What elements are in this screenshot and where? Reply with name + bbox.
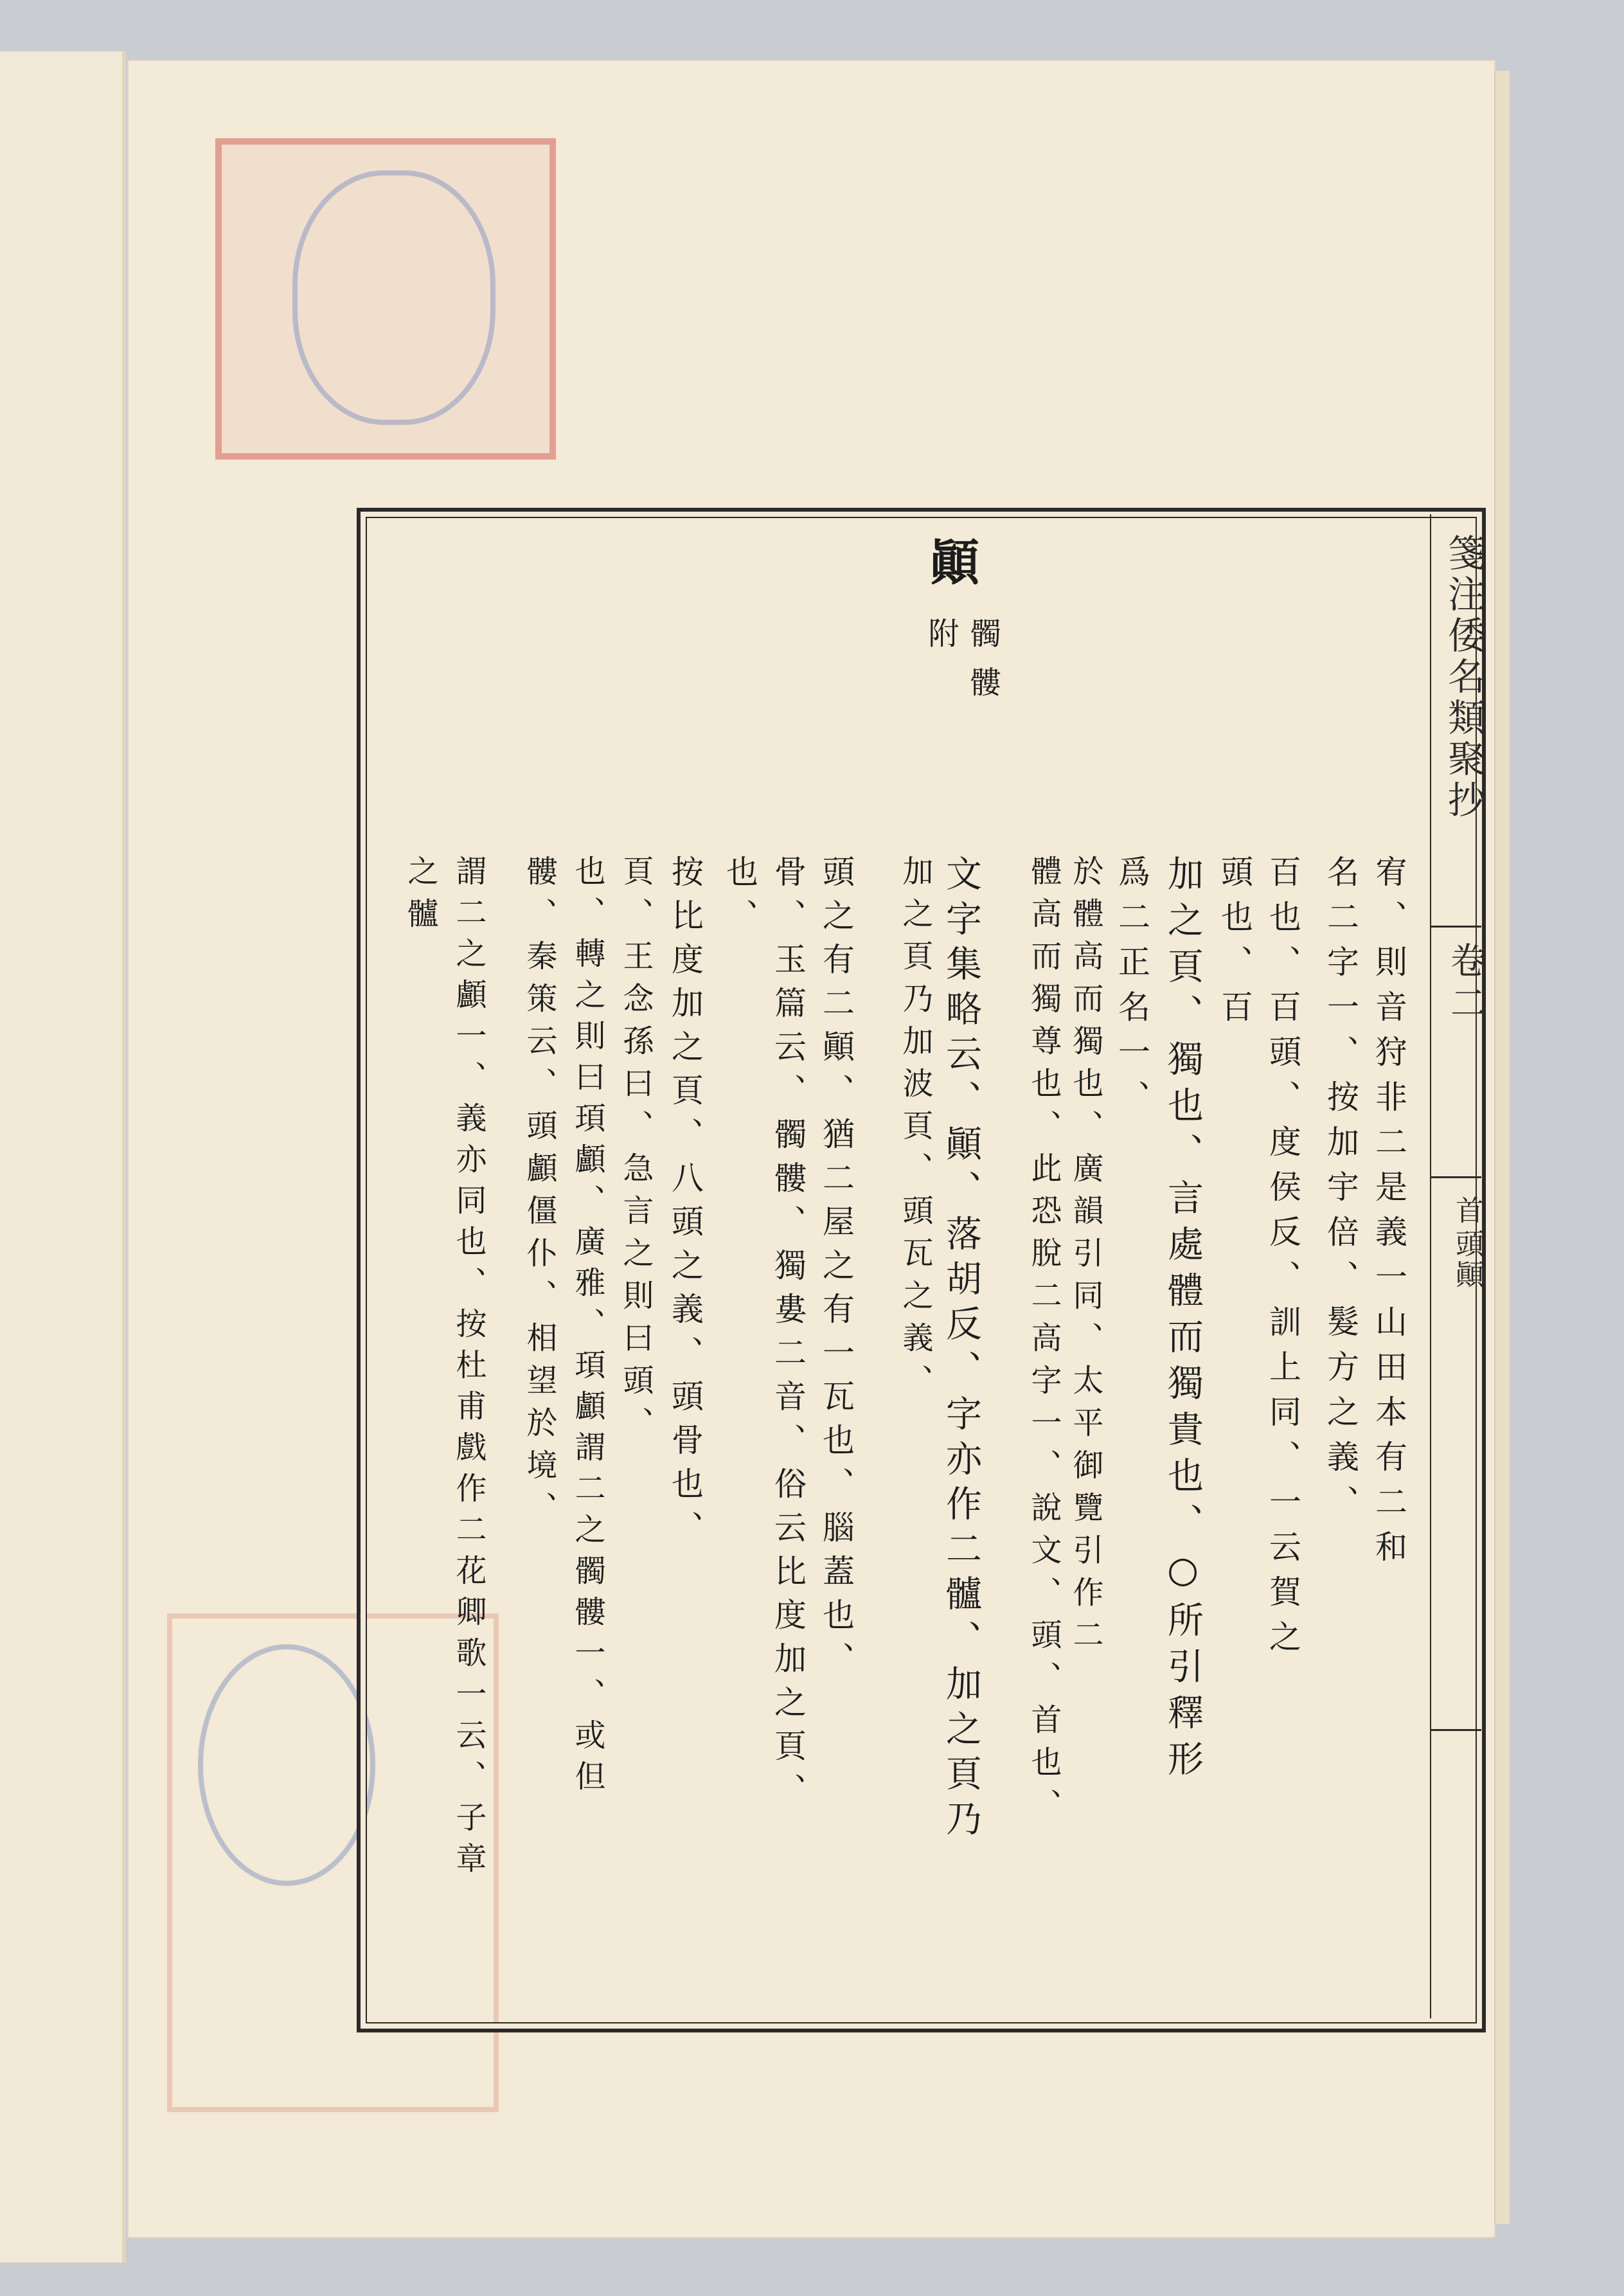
text-column-13: 也、 [721, 855, 758, 942]
header-rule-2 [1430, 1176, 1481, 1178]
text-column-17: 髏、秦策云、頭顱僵仆、相望於境、 [521, 855, 557, 1534]
section-entry: 顚 [1450, 1260, 1483, 1288]
text-column-3: 百也、百頭、度侯反、訓上同、一云賀之 [1264, 855, 1301, 1665]
text-column-14: 按比度加之頁、八頭之義、頭骨也、 [666, 855, 704, 1554]
appendix-terms: 髑髏 [965, 617, 1001, 715]
faded-oval-seal [198, 1644, 375, 1886]
text-column-19: 之髗 [402, 855, 438, 940]
header-divider [1430, 514, 1431, 2018]
appendix-label: 附 [923, 617, 959, 648]
text-column-9: 文字集略云、顚、落胡反、字亦作二髗、加之頁乃 [940, 855, 982, 1845]
blue-oval-seal [292, 170, 495, 425]
text-column-16: 也、轉之則曰頊顱、廣雅、頊顱謂二之髑髏一、或但 [569, 855, 605, 1801]
text-column-8: 體高而獨尊也、此恐脫二高字一、說文、頭、首也、 [1026, 855, 1062, 1831]
page-edge [1494, 71, 1510, 2224]
text-column-1: 宥、則音狩非二是義一山田本有二和 [1370, 855, 1407, 1575]
volume-label: 卷二 [1445, 942, 1486, 1027]
text-column-12: 骨、玉篇云、髑髏、獨婁二音、俗云比度加之頁、 [769, 855, 807, 1816]
text-column-4: 頭也、百 [1216, 855, 1253, 1035]
book-title: 箋注倭名類聚抄 [1441, 534, 1485, 821]
entry-headword: 顚 [922, 537, 979, 586]
left-page [0, 51, 126, 2263]
text-column-11: 頭之有二顚、猶二屋之有一瓦也、腦蓋也、 [817, 855, 855, 1685]
text-column-6: 爲二正名一、 [1113, 855, 1150, 1125]
text-column-5: 加之頁、獨也、言處體而獨貴也、○所引釋形 [1162, 855, 1204, 1786]
text-column-2: 名二字一、按加宇倍、髮方之義、 [1322, 855, 1359, 1530]
section-label: 首頭 [1450, 1196, 1483, 1262]
header-rule-3 [1430, 1729, 1481, 1731]
header-rule-1 [1430, 926, 1481, 928]
red-seal-stamp [215, 138, 556, 460]
text-column-10: 加之頁乃加波頁、頭瓦之義、 [897, 855, 933, 1406]
text-column-7: 於體高而獨也、廣韻引同、太平御覽引作二 [1067, 855, 1103, 1661]
text-column-15: 頁、王念孫曰、急言之則曰頭、 [618, 855, 654, 1449]
text-column-18: 謂二之顱一、義亦同也、按杜甫戲作二花卿歌一云、子章 [451, 855, 486, 1883]
